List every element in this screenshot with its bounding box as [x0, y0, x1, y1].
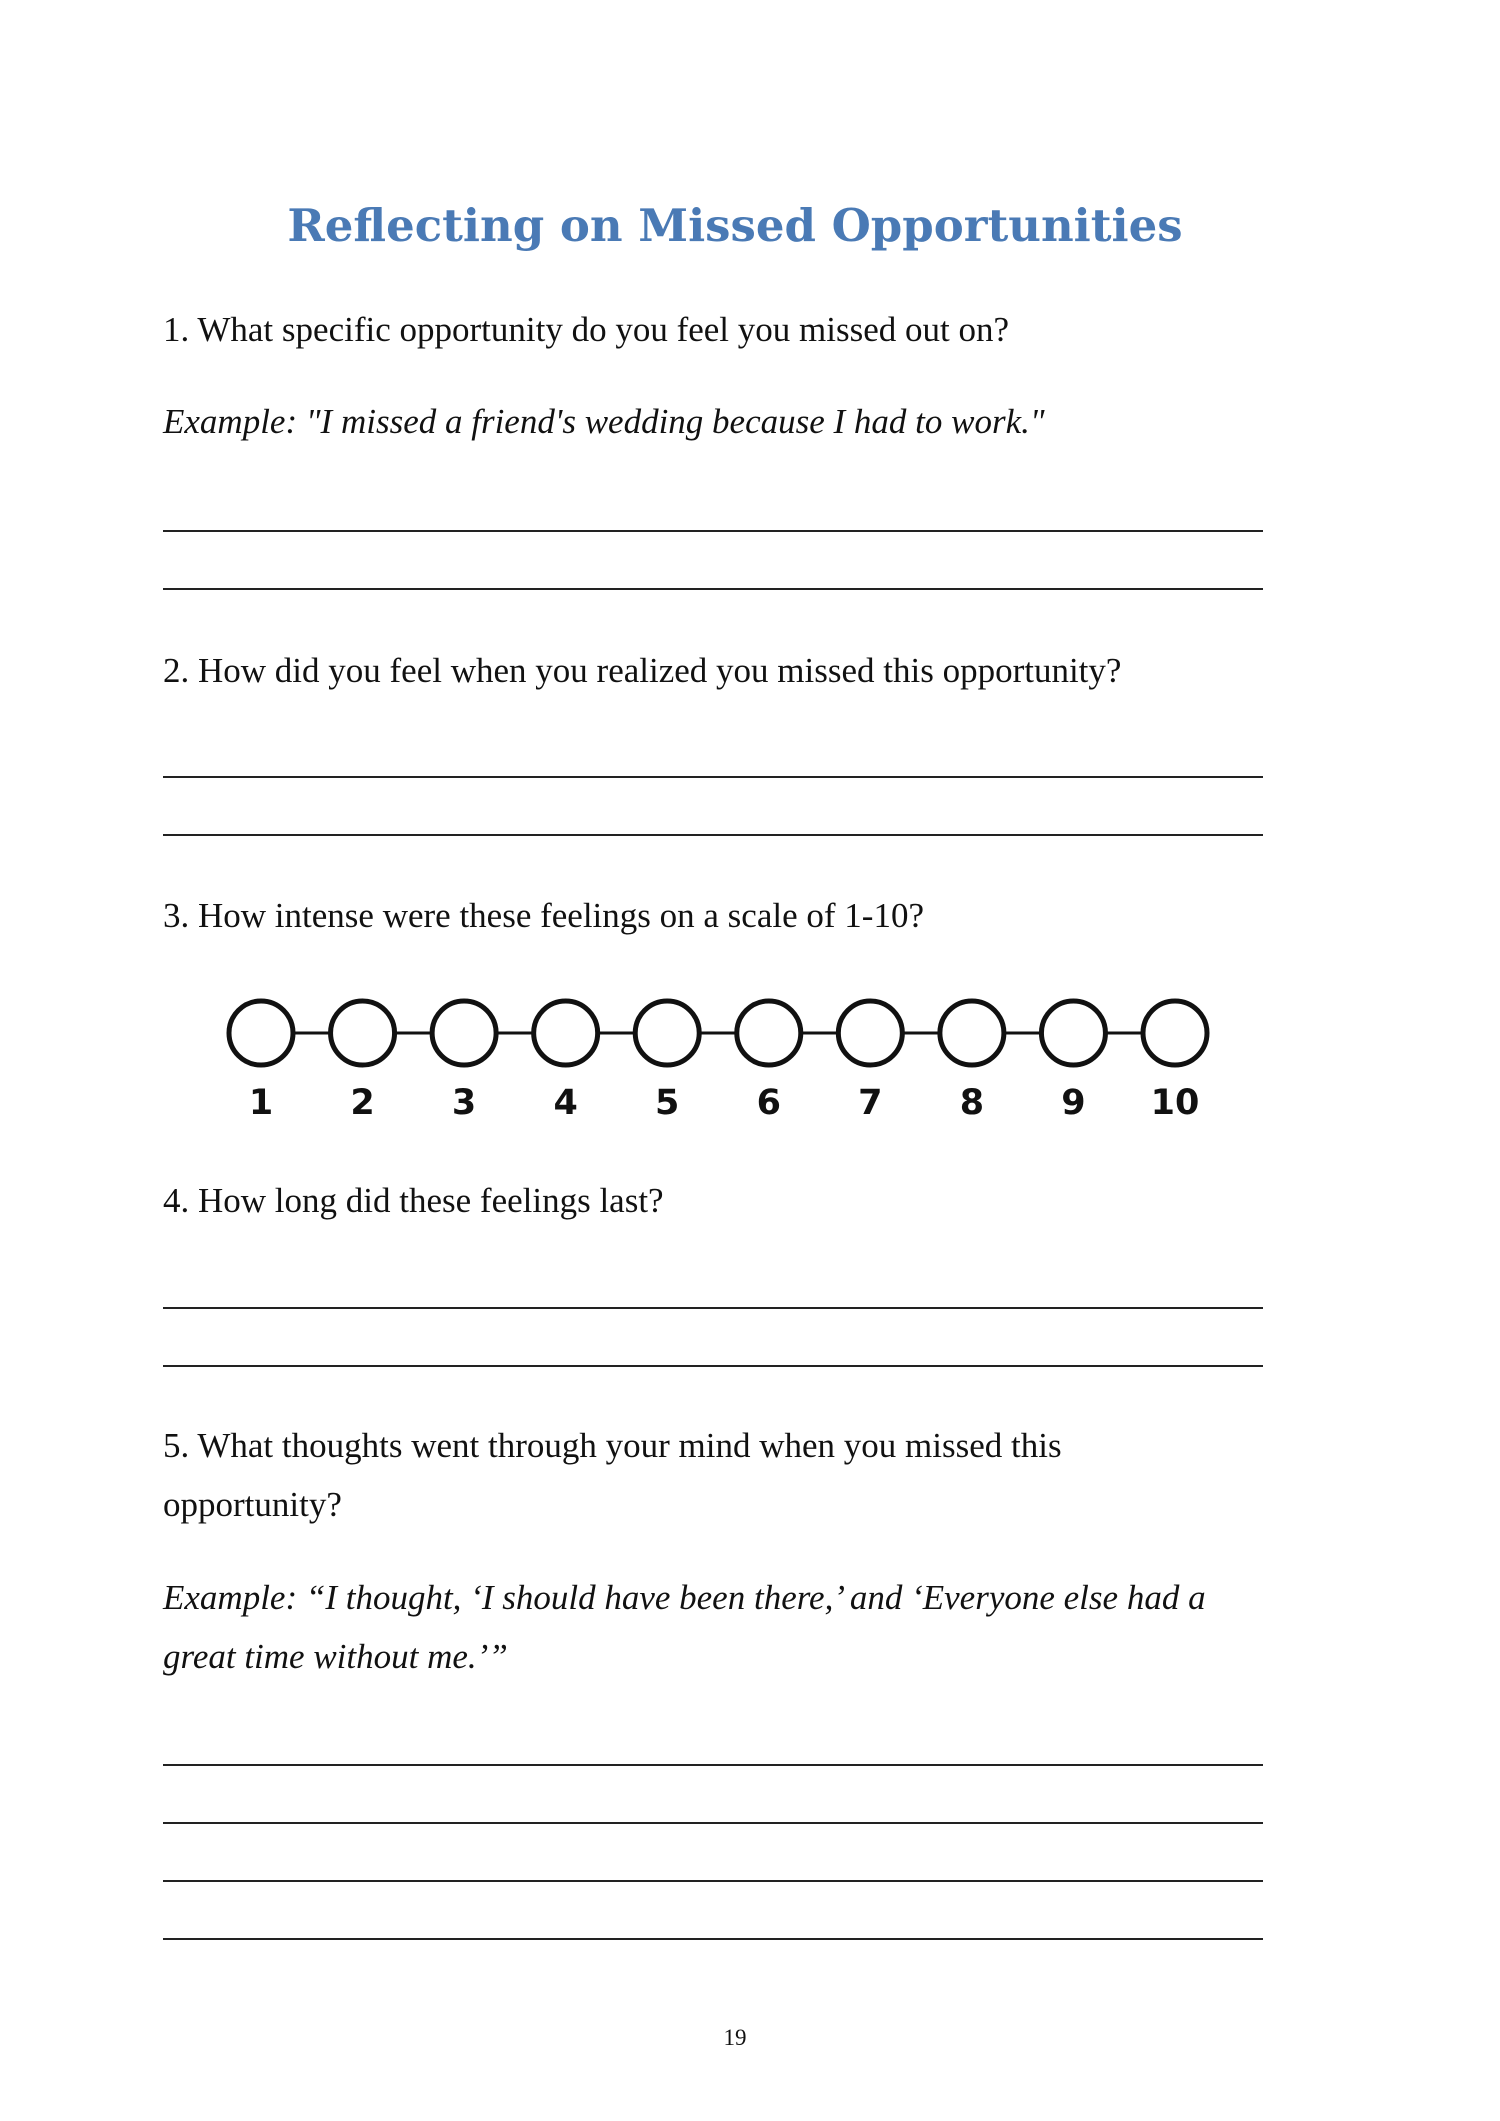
answer-line-q2-2[interactable]	[163, 834, 1263, 836]
scale-label-4: 4	[553, 1083, 578, 1123]
scale-label-7: 7	[858, 1083, 883, 1123]
answer-line-q4-2[interactable]	[163, 1365, 1263, 1367]
scale-label-3: 3	[451, 1083, 477, 1123]
scale-label-6: 6	[756, 1083, 781, 1123]
scale-option-8[interactable]	[940, 1001, 1004, 1065]
scale-label-5: 5	[655, 1083, 680, 1123]
scale-label-10: 10	[1150, 1083, 1200, 1123]
question-5-example-line-1: Example: “I thought, ‘I should have been there,’ and ‘Everyone else had a	[163, 1578, 1206, 1617]
intensity-scale	[220, 990, 1220, 1140]
answer-line-q4-1[interactable]	[163, 1307, 1263, 1309]
page-number: 19	[723, 2025, 747, 2050]
answer-line-q5-3[interactable]	[163, 1880, 1263, 1882]
scale-option-3[interactable]	[432, 1001, 496, 1065]
question-2: 2. How did you feel when you realized you missed this opportunity?	[163, 651, 1122, 690]
answer-line-q5-4[interactable]	[163, 1938, 1263, 1940]
question-1-example: Example: "I missed a friend's wedding because I had to work."	[163, 402, 1045, 441]
scale-option-2[interactable]	[331, 1001, 395, 1065]
answer-line-q5-1[interactable]	[163, 1764, 1263, 1766]
answer-line-q1-2[interactable]	[163, 588, 1263, 590]
scale-option-7[interactable]	[838, 1001, 902, 1065]
scale-option-4[interactable]	[534, 1001, 598, 1065]
scale-label-8: 8	[959, 1083, 985, 1123]
answer-line-q1-1[interactable]	[163, 530, 1263, 532]
question-3: 3. How intense were these feelings on a scale of 1-10?	[163, 896, 924, 935]
question-1: 1. What specific opportunity do you feel you missed out on?	[163, 310, 1009, 349]
answer-line-q5-2[interactable]	[163, 1822, 1263, 1824]
page-title: Reflecting on Missed Opportunities	[287, 199, 1183, 252]
answer-line-q2-1[interactable]	[163, 776, 1263, 778]
question-5-line-2: opportunity?	[163, 1485, 342, 1524]
question-5-example-line-2: great time without me.’”	[163, 1637, 508, 1676]
scale-option-10[interactable]	[1143, 1001, 1207, 1065]
question-5-line-1: 5. What thoughts went through your mind when you missed this	[163, 1426, 1062, 1465]
scale-option-1[interactable]	[229, 1001, 293, 1065]
question-4: 4. How long did these feelings last?	[163, 1181, 664, 1220]
scale-label-1: 1	[248, 1083, 274, 1123]
scale-label-9: 9	[1061, 1083, 1086, 1123]
scale-option-6[interactable]	[737, 1001, 801, 1065]
scale-option-5[interactable]	[635, 1001, 699, 1065]
scale-option-9[interactable]	[1041, 1001, 1105, 1065]
scale-label-2: 2	[350, 1083, 375, 1123]
